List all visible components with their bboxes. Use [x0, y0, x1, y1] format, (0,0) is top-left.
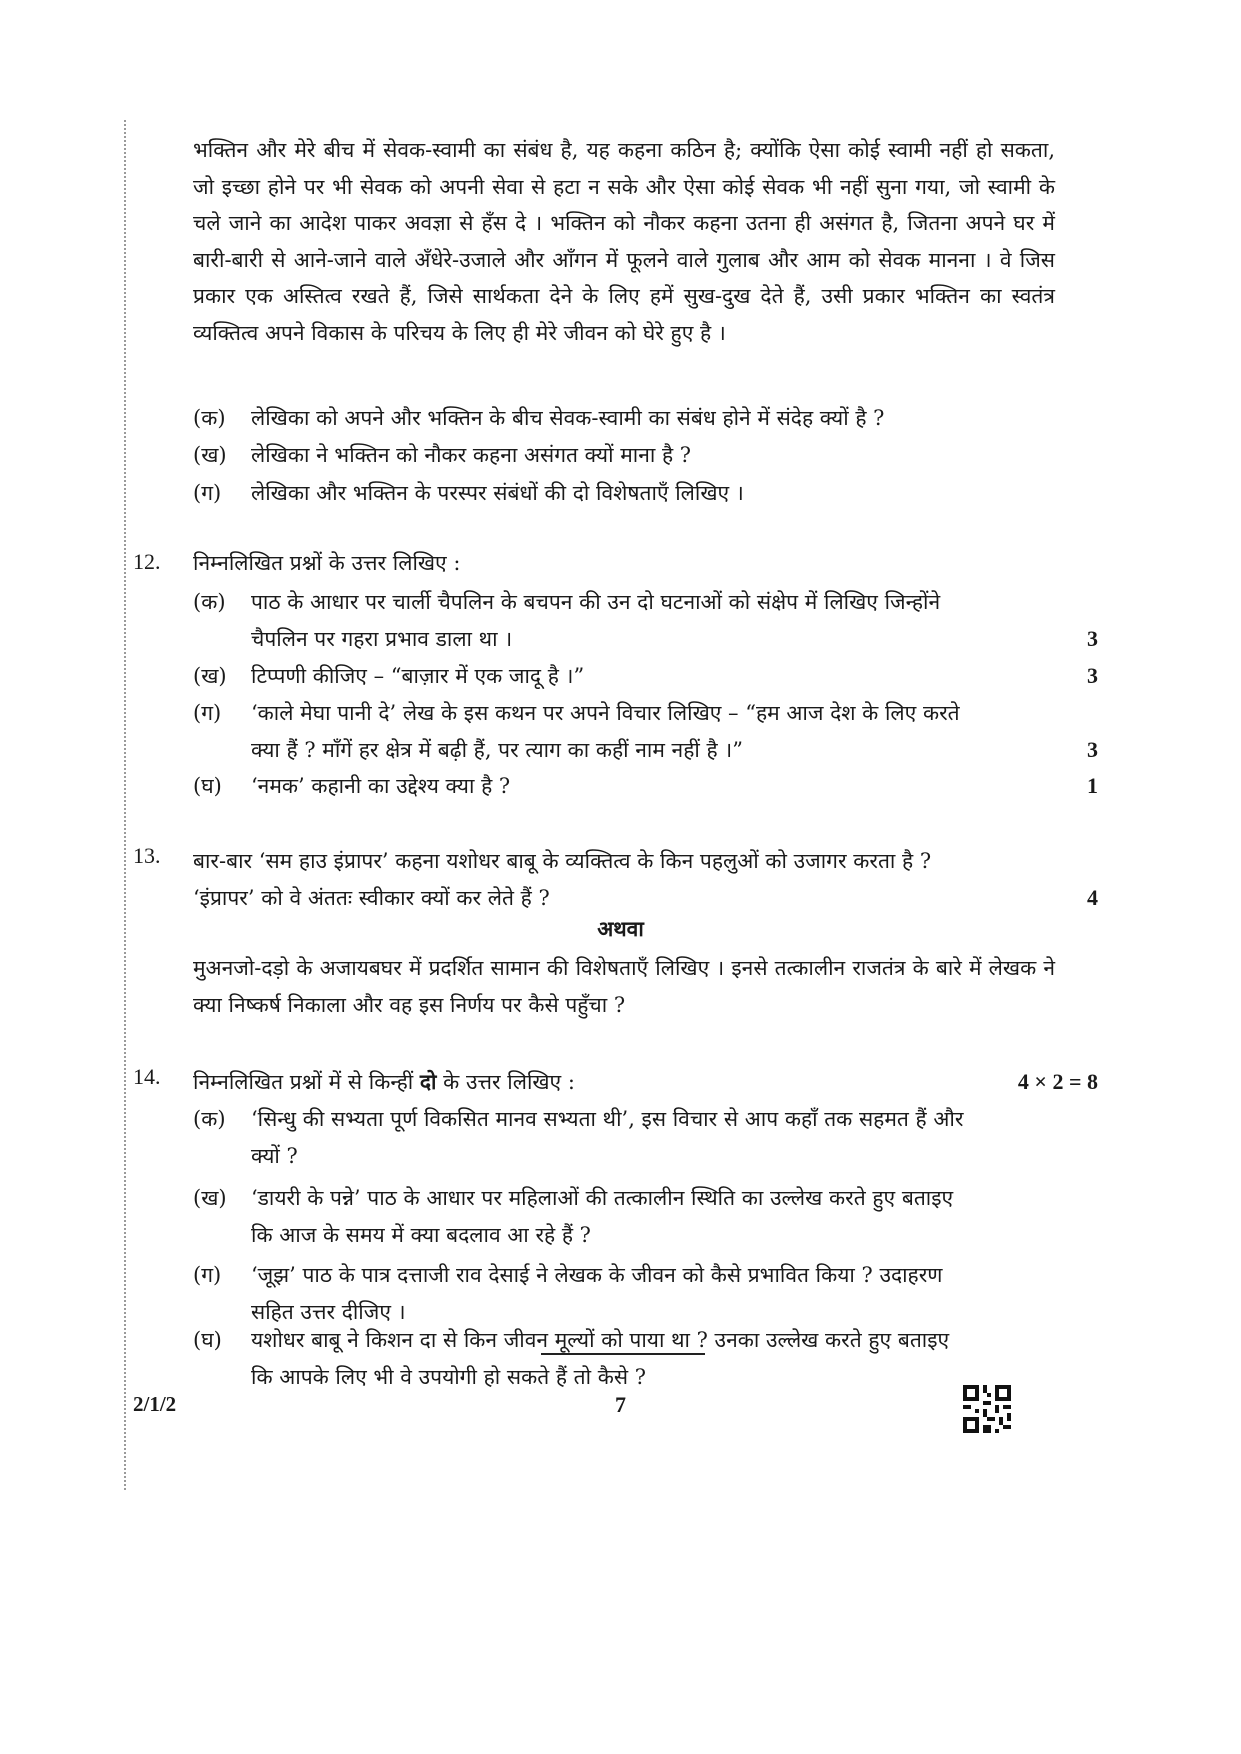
marks: 4: [1087, 885, 1098, 910]
question-label: (ख): [193, 443, 227, 467]
item-label: (घ): [193, 774, 222, 798]
q13-body: [193, 843, 1098, 915]
alternative-question: मुअनजो-दड़ो के अजायबघर में प्रदर्शित सामान की विशेषताएँ लिखिए । इनसे तत्कालीन राजतंत्र के बारे में लेखक ने क्या निष्कर्ष निकाला और वह इस निर्णय पर कैसे पहुँचा ?: [193, 956, 1055, 1017]
question-heading: निम्नलिखित प्रश्नों के उत्तर लिखिए :: [193, 551, 461, 575]
item-line: टिप्पणी कीजिए – “बाज़ार में एक जादू है ।”: [251, 664, 585, 688]
question-text: लेखिका को अपने और भक्तिन के बीच सेवक-स्वामी का संबंध होने में संदेह क्यों है ?: [251, 406, 885, 430]
q14-heading: [193, 1064, 1098, 1100]
passage-text: भक्तिन और मेरे बीच में सेवक-स्वामी का संबंध है, यह कहना कठिन है; क्योंकि ऐसा कोई स्वामी नहीं हो सकता, जो इच्छा होने पर भी सेवक को अपनी सेवा से हटा न सके और ऐसा कोई सेवक भी नहीं सुना गया, जो स्वामी के चले जाने का आदेश पाकर अवज्ञा से हँस दे । भक्तिन को नौकर कहना उतना ही असंगत है, जितना अपने घर में बारी-बारी से आने-जाने वाले अँधेरे-उजाले और आँगन में फूलने वाले गुलाब और आम को सेवक मानना । वे जिस प्रकार एक अस्तित्व रखते हैं, जिसे सार्थकता देने के लिए हमें सुख-दुख देते हैं, उसी प्रकार भक्तिन का स्वतंत्र व्यक्तित्व अपने विकास के परिचय के लिए ही मेरे जीवन को घेरे हुए है ।: [193, 138, 1055, 345]
paper-code: 2/1/2: [133, 1392, 177, 1416]
item-line: ‘सिन्धु की सभ्यता पूर्ण विकसित मानव सभ्यता थी’, इस विचार से आप कहाँ तक सहमत हैं और: [251, 1107, 964, 1131]
page-number: 7: [615, 1392, 626, 1417]
item-line: ‘डायरी के पन्ने’ पाठ के आधार पर महिलाओं की तत्कालीन स्थिति का उल्लेख करते हुए बताइए: [251, 1186, 954, 1210]
item-label: (क): [193, 1107, 226, 1131]
item-line: सहित उत्तर दीजिए ।: [251, 1300, 406, 1324]
heading-part: के उत्तर लिखिए :: [436, 1070, 575, 1094]
question-number: 14.: [133, 1064, 161, 1089]
heading-emphasis: दो: [419, 1069, 437, 1094]
question-text: लेखिका और भक्तिन के परस्पर संबंधों की दो विशेषताएँ लिखिए ।: [251, 481, 744, 505]
marks: 4 × 2 = 8: [1017, 1069, 1098, 1094]
item-line: क्या हैं ? माँगें हर क्षेत्र में बढ़ी हैं, पर त्याग का कहीं नाम नहीं है ।”: [251, 738, 743, 762]
q14-item-gha: [193, 1322, 1098, 1394]
marks: 3: [1087, 737, 1098, 762]
item-label: (ख): [193, 1186, 227, 1210]
item-line: ‘जूझ’ पाठ के पात्र दत्ताजी राव देसाई ने लेखक के जीवन को कैसे प्रभावित किया ? उदाहरण: [251, 1263, 943, 1287]
item-line: चैपलिन पर गहरा प्रभाव डाला था ।: [251, 627, 513, 651]
marks: 3: [1087, 663, 1098, 688]
item-line: ‘काले मेघा पानी दे’ लेख के इस कथन पर अपने विचार लिखिए – “हम आज देश के लिए करते: [251, 701, 960, 725]
qr-code-icon: [963, 1385, 1011, 1433]
item-line: कि आज के समय में क्या बदलाव आ रहे हैं ?: [251, 1223, 591, 1247]
item-label: (ग): [193, 1263, 222, 1287]
question-label: (क): [193, 406, 226, 430]
margin-dotted-line: [124, 120, 126, 1490]
q14-item-ka: [193, 1101, 1098, 1173]
marks: 1: [1087, 773, 1098, 798]
marks: 3: [1087, 626, 1098, 651]
question-label: (ग): [193, 481, 222, 505]
question-line: ‘इंप्रापर’ को वे अंततः स्वीकार क्यों कर लेते हैं ?: [193, 886, 550, 910]
or-label: अथवा: [597, 916, 644, 941]
item-label: (घ): [193, 1328, 222, 1352]
item-line: यशोधर बाबू ने किशन दा से किन जीवन मूल्यों को पाया था ? उनका उल्लेख करते हुए बताइए: [251, 1328, 950, 1352]
heading-part: निम्नलिखित प्रश्नों में से किन्हीं: [193, 1070, 420, 1094]
item-line: क्यों ?: [251, 1144, 298, 1168]
item-label: (क): [193, 590, 226, 614]
item-label: (ख): [193, 664, 227, 688]
footer-rule: [541, 1353, 705, 1355]
q14-item-ga: [193, 1257, 1098, 1329]
q12-item-ga: [193, 695, 1098, 767]
question-number: 12.: [133, 549, 161, 574]
item-label: (ग): [193, 701, 222, 725]
item-line: कि आपके लिए भी वे उपयोगी हो सकते हैं तो कैसे ?: [251, 1365, 647, 1389]
question-line: बार-बार ‘सम हाउ इंप्रापर’ कहना यशोधर बाबू के व्यक्तित्व के किन पहलुओं को उजागर करता है ?: [193, 849, 932, 873]
item-line: ‘नमक’ कहानी का उद्देश्य क्या है ?: [251, 774, 511, 798]
q14-item-kha: [193, 1180, 1098, 1252]
question-text: लेखिका ने भक्तिन को नौकर कहना असंगत क्यों माना है ?: [251, 443, 692, 467]
question-number: 13.: [133, 843, 161, 868]
q12-item-ka: [193, 584, 1098, 656]
item-line: पाठ के आधार पर चार्ली चैपलिन के बचपन की उन दो घटनाओं को संक्षेप में लिखिए जिन्होंने: [251, 590, 941, 614]
